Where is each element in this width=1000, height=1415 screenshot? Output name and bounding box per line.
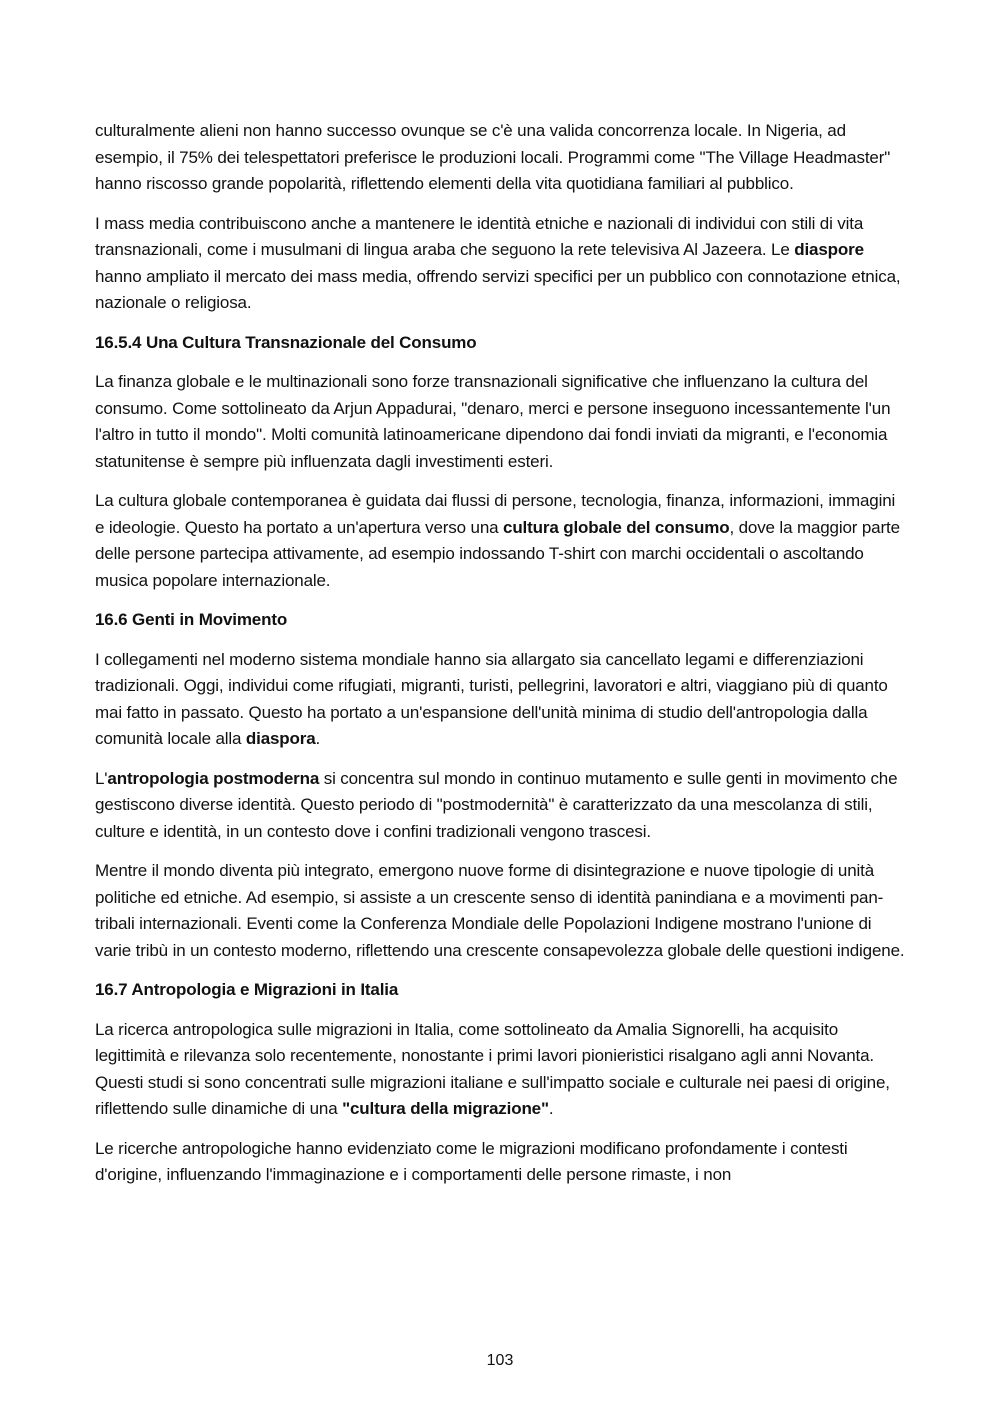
text-run: 16.6 Genti in Movimento xyxy=(95,610,288,629)
text-run: La finanza globale e le multinazionali sono forze transnazionali significative che influenzano la cultura del consumo. Come sottolineato da Arjun Appadurai, "denaro, merci e persone inseguono incessantemente l'un l'altro in tutto il mondo". Molti comunità latinoamericane dipendono dai fondi inviati da migranti, e l'economia statunitense è sempre più influenzata dagli investimenti esteri. xyxy=(95,372,891,471)
text-run: La ricerca antropologica sulle migrazioni in Italia, come sottolineato da Amalia Signorelli, ha acquisito legittimità e rilevanza solo recentemente, nonostante i primi lavori pionieristici risalgano agli anni Novanta. Questi studi si sono concentrati sulle migrazioni italiane e sull'impatto sociale e culturale nei paesi di origine, riflettendo sulle dinamiche di una xyxy=(95,1019,890,1118)
paragraph xyxy=(95,488,905,594)
paragraph xyxy=(95,1136,905,1189)
text-run: Mentre il mondo diventa più integrato, emergono nuove forme di disintegrazione e nuove tipologie di unità politiche ed etniche. Ad esempio, si assiste a un crescente senso di identità panindiana e a movimenti pan-tribali internazionali. Eventi come la Conferenza Mondiale delle Popolazioni Indigene mostrano l'unione di varie tribù in un contesto moderno, riflettendo una crescente consapevolezza globale delle questioni indigene. xyxy=(95,861,905,960)
section-heading xyxy=(95,977,905,1004)
text-run: La cultura globale contemporanea è guidata dai flussi di persone, tecnologia, finanza, informazioni, immagini e ideologie. Questo ha portato a un'apertura verso una xyxy=(95,491,896,537)
bold-term: cultura globale del consumo xyxy=(503,517,730,537)
paragraph xyxy=(95,369,905,475)
paragraph xyxy=(95,1017,905,1123)
text-run: I mass media contribuiscono anche a mantenere le identità etniche e nazionali di individui con stili di vita transnazionali, come i musulmani di lingua araba che seguono la rete televisiva Al Jazeera. Le xyxy=(95,213,864,259)
text-run: L' xyxy=(95,768,108,788)
text-run: culturalmente alieni non hanno successo ovunque se c'è una valida concorrenza locale. In Nigeria, ad esempio, il 75% dei telespettatori preferisce le produzioni locali. Programmi come "The Village Headmaster" hanno riscosso grande popolarità, riflettendo elementi della vita quotidiana familiari al pubblico. xyxy=(95,121,891,193)
paragraph xyxy=(95,858,905,964)
paragraph xyxy=(95,647,905,753)
paragraph xyxy=(95,766,905,846)
paragraph xyxy=(95,211,905,317)
text-run: hanno ampliato il mercato dei mass media, offrendo servizi specifici per un pubblico con connotazione etnica, nazionale o religiosa. xyxy=(95,266,901,312)
paragraph xyxy=(95,118,905,198)
bold-term: diaspore xyxy=(794,240,864,259)
text-run: I collegamenti nel moderno sistema mondiale hanno sia allargato sia cancellato legami e differenziazioni tradizionali. Oggi, individui come rifugiati, migranti, turisti, pellegrini, lavoratori e altri, viaggiano più di quanto mai fatto in passato. Questo ha portato a un'espansione dell'unità minima di studio dell'antropologia dalla comunità locale alla xyxy=(95,649,888,748)
text-run: 16.7 Antropologia e Migrazioni in Italia xyxy=(95,980,399,999)
text-run: si concentra sul mondo in continuo mutamento e sulle genti in movimento che gestiscono diverse identità. Questo periodo di "postmodernità" è caratterizzato da una mescolanza di stili, culture e identità, in un contesto dove i confini tradizionali vengono trascesi. xyxy=(95,768,898,841)
bold-term: diaspora xyxy=(245,729,316,748)
document-page xyxy=(95,118,905,1202)
text-run: 16.5.4 Una Cultura Transnazionale del Consumo xyxy=(95,332,477,352)
section-heading xyxy=(95,330,905,357)
text-run: . xyxy=(548,1099,554,1118)
bold-term: "cultura della migrazione" xyxy=(342,1099,549,1118)
section-heading xyxy=(95,607,905,634)
text-run: , dove la maggior parte delle persone partecipa attivamente, ad esempio indossando T-shirt con marchi occidentali o ascoltando musica popolare internazionale. xyxy=(95,517,900,590)
page-number: 103 xyxy=(486,1352,514,1369)
text-run: . xyxy=(315,729,321,748)
bold-term: antropologia postmoderna xyxy=(107,768,320,788)
text-run: Le ricerche antropologiche hanno evidenziato come le migrazioni modificano profondamente i contesti d'origine, influenzando l'immaginazione e i comportamenti delle persone rimaste, i non xyxy=(95,1138,848,1184)
